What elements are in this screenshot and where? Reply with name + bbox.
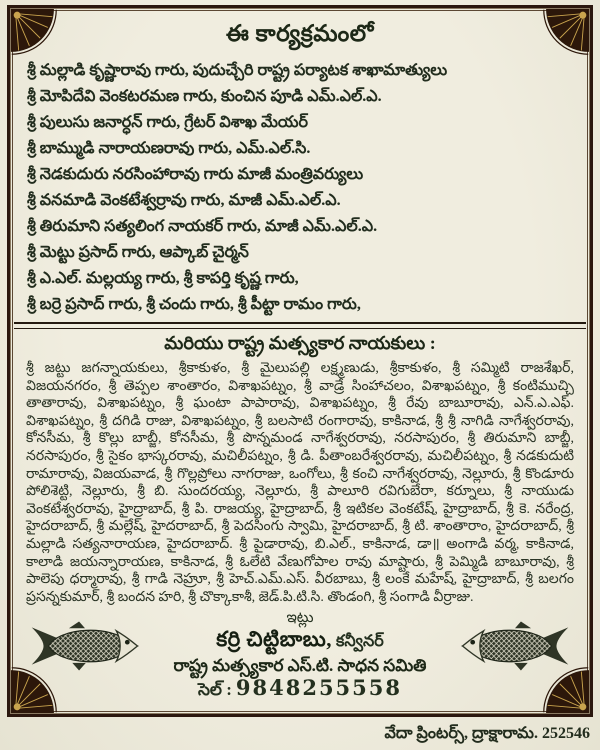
signature-block <box>14 610 586 703</box>
dignitary-line: శ్రీ వనమాడి వెంకటేశ్వర్రావు గారు, మాజీ ఎమ్.ఎల్.ఎ. <box>27 192 341 209</box>
section-divider <box>14 322 586 329</box>
dignitaries-list <box>27 58 576 318</box>
cell-number: 9848255558 <box>235 675 403 701</box>
decorative-frame <box>7 5 593 717</box>
convener-name: కర్రి చిట్టిబాబు, <box>216 627 333 652</box>
cell-line <box>14 676 586 703</box>
page-title: ఈ కార్యక్రమంలో <box>226 21 374 46</box>
printer-credit: వేదా ప్రింటర్స్, ద్రాక్షారామ. 252546 <box>384 725 590 742</box>
convener-role: కన్వీనర్ <box>336 633 384 651</box>
dignitary-line: శ్రీ మెట్టు ప్రసాద్ గారు, ఆప్కాబ్ చైర్మన్ <box>27 244 249 261</box>
flyer-content <box>14 12 586 710</box>
dignitary-line: శ్రీ బర్రె ప్రసాద్ గారు, శ్రీ చందు గారు, శ్రీ పీట్టా రామం గారు, <box>27 296 361 313</box>
dignitary-line: శ్రీ బామ్ముడి నారాయణరావు గారు, ఎమ్.ఎల్.సి. <box>27 140 311 157</box>
dignitary-line: శ్రీ మోపిదేవి వెంకటరమణ గారు, కుంచిన పూడి ఎమ్.ఎల్.ఎ. <box>27 88 382 105</box>
leaders-section-heading: మరియు రాష్ట్ర మత్స్యకార నాయకులు : <box>164 333 436 353</box>
dignitary-line: శ్రీ మల్లాడి కృష్ణారావు గారు, పుదుచ్చేరి రాష్ట్ర పర్యాటక శాఖామాత్యులు <box>27 62 448 79</box>
fish-icon <box>30 620 140 672</box>
dignitary-line: శ్రీ ఎ.ఎల్. మల్లయ్య గారు, శ్రీ కాపర్తి కృష్ణ గారు, <box>27 270 299 287</box>
cell-label: సెల్ : <box>197 680 232 700</box>
organization-name: రాష్ట్ర మత్స్యకార ఎస్.టి. సాధన సమితి <box>173 656 427 676</box>
dignitary-line: శ్రీ తిరుమాని సత్యలింగ నాయకర్ గారు, మాజీ ఎమ్.ఎల్.ఎ. <box>27 218 378 235</box>
fish-icon <box>460 620 570 672</box>
leaders-paragraph: శ్రీ జట్టు జగన్నాయకులు, శ్రీకాకుళం, శ్రీ మైలుపల్లి లక్ష్మణుడు, శ్రీకాకుళం, శ్రీ సమ్మిటి రాజశేఖర్, విజయనగరం, శ్రీ తెప్పల శాంతారం, విశాఖపట్నం, శ్రీ వాడ్రే సింహాచలం, విశాఖపట్నం, శ్రీ కంటిముచ్చి తాతారావు, విశాఖపట్నం, శ్రీ ఘంటా పాపారావు, విశాఖపట్నం, శ్రీ రేవు బాబూరావు, ఎన్.ఎ.ఎఫ్. విశాఖపట్నం, శ్రీ దగిడి రాజు, విశాఖపట్నం, శ్రీ బలసాటి రంగారావు, కాకినాడ, శ్రీ శ్రీ నాగిడి నాగేశ్వరరావు, కోనసీమ, శ్రీ కొల్లు బాబ్జీ, కోనసీమ, శ్రీ పొన్నమండ నాగేశ్వరరావు, నరసాపురం, శ్రీ తిరుమాని బాబ్జీ, నరసాపురం, శ్రీ సైకం భాస్కరరావు, మచిలీపట్నం, శ్రీ డి. పీతాంబరేశ్వరరావు, మచిలీపట్నం, శ్రీ నడకుదుటి రామారావు, విజయవాడ, శ్రీ గొల్లప్రోలు నాగరాజు, ఒంగోలు, శ్రీ కంచి నాగేశ్వరరావు, నెల్లూరు, శ్రీ కొండూరు పోలిశెట్టి, నెల్లూరు, శ్రీ బి. సుందరయ్య, నెల్లూరు, శ్రీ పాలూరి రవిగుబేరా, కర్నూలు, శ్రీ నాయుడు వెంకటేశ్వరరావు, హైద్రాబాద్, శ్రీ పి. రాజయ్య, హైద్రాబాద్, శ్రీ ఇటికల వెంకటేష్, హైద్రాబాద్, శ్రీ కె. నరేంద్ర, హైదరాబాద్, శ్రీ మల్లేష్, హైదరాబాద్, శ్రీ పెదసింగు స్వామి, హైదరాబాద్, శ్రీ టి. శాంతారాం, హైదరాబాద్, శ్రీ మల్లాడి సత్యనారాయణ, హైదరాబాద్. శ్రీ పైడారావు, బి.ఎల్., కాకినాడ, డా॥ అంగాడి వర్మ, కాకినాడ, కాలాడి జయన్నారాయణ, కాకినాడ, శ్రీ ఓలేటి వేణుగోపాల రావు మాష్టారు, శ్రీ పెమ్మిడి బాబూరావు, శ్రీ పాలెపు ధర్మారావు, శ్రీ గాడి నెహ్రూ, శ్రీ హెచ్.ఎమ్.ఎస్. వీరబాబు, శ్రీ లంకే మహేష్, హైద్రాబాద్, శ్రీ బలగం ప్రసన్నకుమార్, శ్రీ బందన హరి, శ్రీ చొక్కాకాశీ, జెడ్.పి.టి.సి. తొండంగి, శ్రీ సంగాడి వీర్రాజు. <box>26 361 574 605</box>
signoff-itlu: ఇట్లు <box>286 610 314 627</box>
dignitary-line: శ్రీ నెడకుదురు నరసింహారావు గారు మాజీ మంత్రివర్యులు <box>27 166 364 183</box>
dignitary-line: శ్రీ పులుసు జనార్ధన్ గారు, గ్రేటర్ విశాఖ మేయర్ <box>27 114 308 131</box>
